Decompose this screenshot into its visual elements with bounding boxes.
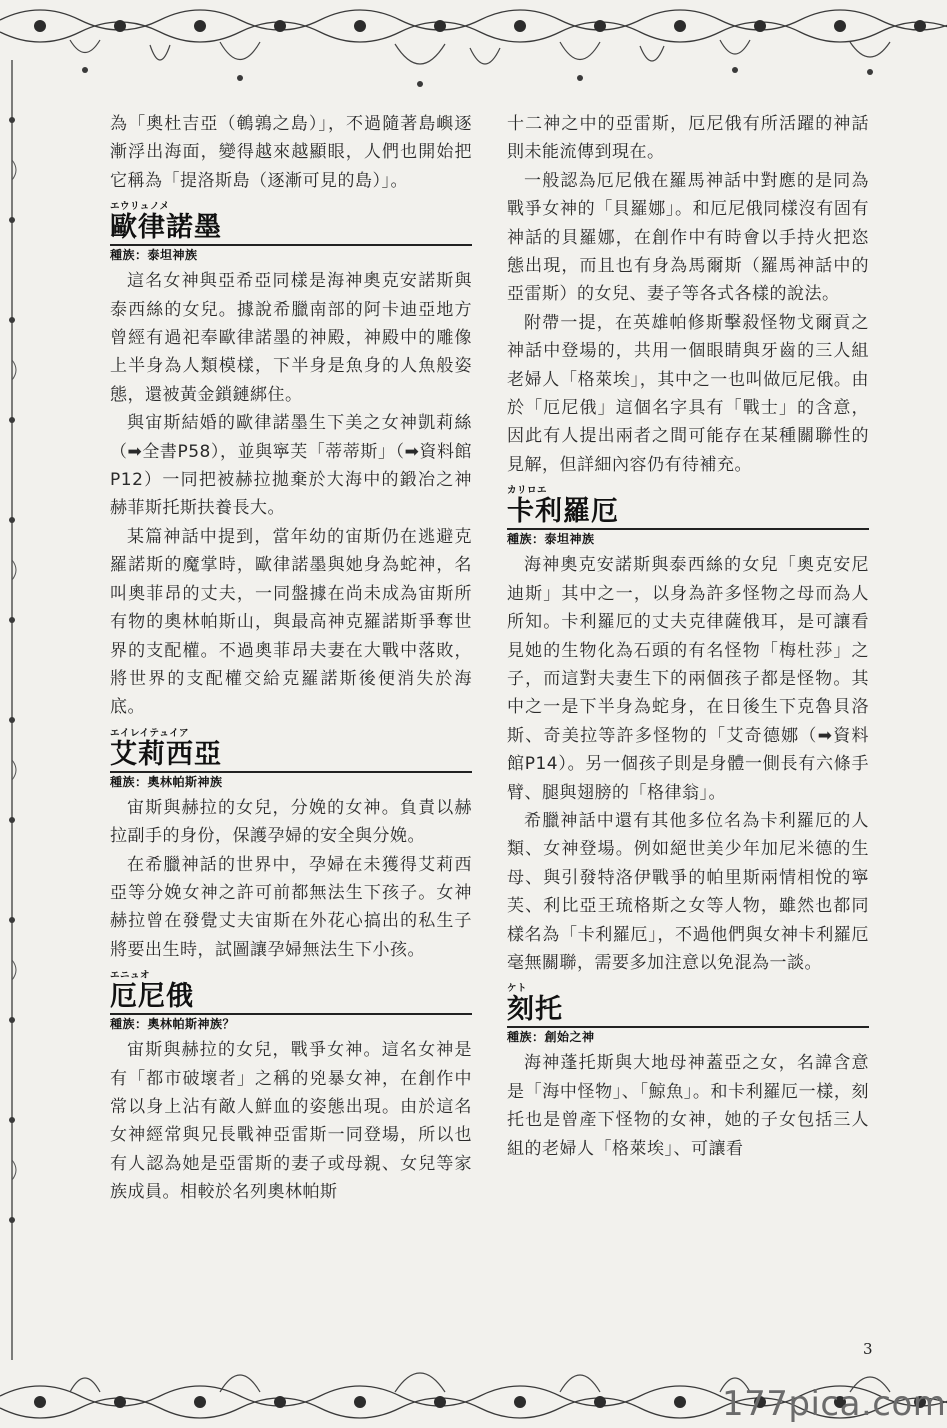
entry-race: 種族：奧林帕斯神族 (110, 774, 223, 789)
paragraph: 十二神之中的亞雷斯，厄尼俄有所活躍的神話則未能流傳到現在。 (507, 114, 869, 163)
paragraph: 宙斯與赫拉的女兒，分娩的女神。負責以赫拉副手的身份，保護孕婦的安全與分娩。 (110, 797, 472, 847)
entry-race: 種族：泰坦神族 (507, 532, 595, 547)
entry-heading (110, 728, 472, 791)
paragraph: 宙斯與赫拉的女兒，戰爭女神。這名女神是有「都市破壞者」之稱的兇暴女神，在創作中常以身上沾有敵人鮮血的姿態出現。由於這名女神經常與兄長戰神亞雷斯一同登場，所以也有人認為她是亞雷斯的妻子或母親、女兒等家族成員。相較於名列奧林帕斯 (110, 1040, 472, 1203)
paragraph: 這名女神與亞希亞同樣是海神奧克安諾斯與泰西絲的女兒。據說希臘南部的阿卡迪亞地方曾經有過祀奉歐律諾墨的神殿，神殿中的雕像上半身為人類模樣，下半身是魚身的人魚般姿態，還被黃金鎖鏈綁住。 (110, 271, 472, 405)
right-text-column (507, 110, 869, 1163)
page-number: 3 (863, 1340, 873, 1358)
entry-ruby: ケト (507, 983, 528, 995)
entry-heading (110, 201, 472, 264)
paragraph: 一般認為厄尼俄在羅馬神話中對應的是同為戰爭女神的「貝羅娜」。和厄尼俄同樣沒有固有神話的貝羅娜，在創作中有時會以手持火把恣態出現，而且也有身為馬爾斯（羅馬神話中的亞雷斯）的女兒、妻子等各式各樣的說法。 (507, 170, 869, 305)
ornament-border-top (0, 0, 947, 92)
watermark: 177pica.com (722, 1384, 947, 1424)
entry-ruby: カリロエ (507, 485, 548, 497)
paragraph: 與宙斯結婚的歐律諾墨生下美之女神凱莉絲（➡全書P58），並與寧芙「蒂蒂斯」（➡資料館P12）一同把被赫拉拋棄於大海中的鍛冶之神赫菲斯托斯扶養長大。 (110, 413, 472, 519)
entry-name: 艾莉西亞 (110, 740, 472, 773)
entry-name: 厄尼俄 (110, 982, 472, 1015)
entry-name: 歐律諾墨 (110, 213, 472, 246)
paragraph: 海神奧克安諾斯與泰西絲的女兒「奧克安尼迪斯」其中之一，以身為許多怪物之母而為人所知。卡利羅厄的丈夫克律薩俄耳，是可讓看見她的生物化為石頭的有名怪物「梅杜莎」之子，而這對夫妻生下的兩個孩子都是怪物。其中之一是下半身為蛇身，在日後生下克魯貝洛斯、奇美拉等許多怪物的「艾奇德娜（➡資料館P14）。另一個孩子則是身體一側長有六條手臂、腿與翅膀的「格律翁」。 (507, 555, 869, 803)
entry-race: 種族：奧林帕斯神族？ (110, 1017, 236, 1032)
entry-ruby: エイレイテュイア (110, 727, 189, 739)
entry-heading (507, 983, 869, 1046)
paragraph: 海神蓬托斯與大地母神蓋亞之女，名諱含意是「海中怪物」、「鯨魚」。和卡利羅厄一樣，刻托也是曾產下怪物的女神，她的子女包括三人組的老婦人「格萊埃」、可讓看 (507, 1053, 869, 1159)
entry-race: 種族：創始之神 (507, 1030, 595, 1045)
paragraph: 希臘神話中還有其他多位名為卡利羅厄的人類、女神登場。例如絕世美少年加尼米德的生母、與引發特洛伊戰爭的帕里斯兩情相悅的寧芙、利比亞王琉格斯之女等人物，雖然也都同樣名為「卡利羅厄」，不過他們與女神卡利羅厄毫無關聯，需要多加注意以免混為一談。 (507, 810, 869, 973)
paragraph: 為「奧杜吉亞（鵪鶉之島）」，不過隨著島嶼逐漸浮出海面，變得越來越顯眼，人們也開始把它稱為「提洛斯島（逐漸可見的島）」。 (110, 114, 472, 191)
entry-heading (507, 485, 869, 548)
entry-ruby: エニュオ (110, 970, 151, 982)
paragraph: 在希臘神話的世界中，孕婦在未獲得艾莉西亞等分娩女神之許可前都無法生下孩子。女神赫拉曾在發覺丈夫宙斯在外花心搞出的私生子將要出生時，試圖讓孕婦無法生下小孩。 (110, 854, 472, 960)
entry-heading (110, 970, 472, 1033)
entry-ruby: エウリュノメ (110, 201, 170, 213)
ornament-border-left (0, 60, 26, 1360)
entry-name: 卡利羅厄 (507, 497, 869, 530)
entry-race: 種族：泰坦神族 (110, 248, 198, 263)
left-text-column (110, 110, 472, 1207)
paragraph: 附帶一提，在英雄帕修斯擊殺怪物戈爾貢之神話中登場的，共用一個眼睛與牙齒的三人組老婦人「格萊埃」，其中之一也叫做厄尼俄。由於「厄尼俄」這個名字具有「戰士」的含意，因此有人提出兩者之間可能存在某種關聯性的見解，但詳細內容仍有待補充。 (507, 312, 869, 475)
entry-name: 刻托 (507, 995, 869, 1028)
paragraph: 某篇神話中提到，當年幼的宙斯仍在逃避克羅諾斯的魔掌時，歐律諾墨與她身為蛇神，名叫奧菲昂的丈夫，一同盤據在尚未成為宙斯所有物的奧林帕斯山，與最高神克羅諾斯爭奪世界的支配權。不過奧菲昂夫妻在大戰中落敗，將世界的支配權交給克羅諾斯後便消失於海底。 (110, 526, 472, 718)
